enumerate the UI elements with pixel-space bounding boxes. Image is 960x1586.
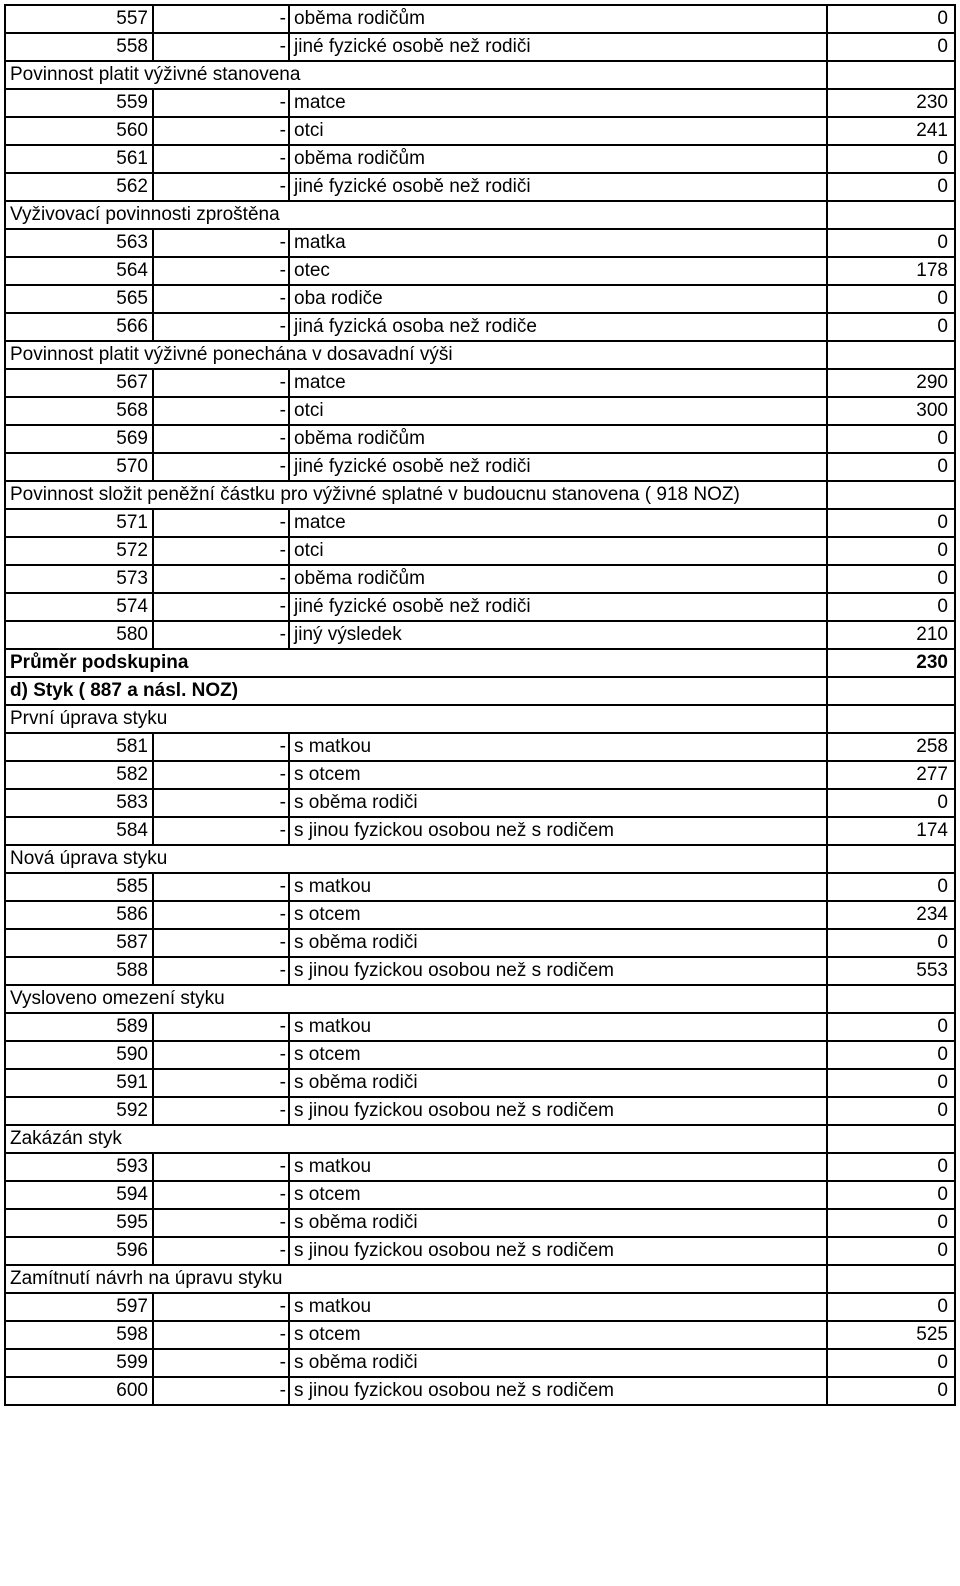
table-row (5, 537, 955, 565)
row-label: matce (289, 509, 827, 537)
row-value: 0 (827, 537, 955, 565)
row-dash: - (153, 1181, 289, 1209)
table-row (5, 509, 955, 537)
row-dash: - (153, 1041, 289, 1069)
row-dash: - (153, 1097, 289, 1125)
row-dash: - (153, 733, 289, 761)
table-row (5, 285, 955, 313)
row-dash: - (153, 565, 289, 593)
row-value: 0 (827, 1293, 955, 1321)
row-value: 0 (827, 929, 955, 957)
row-dash: - (153, 1237, 289, 1265)
row-label: s jinou fyzickou osobou než s rodičem (289, 1377, 827, 1405)
row-label: s matkou (289, 1013, 827, 1041)
row-value: 0 (827, 789, 955, 817)
row-label: otci (289, 397, 827, 425)
row-dash: - (153, 593, 289, 621)
table-body (5, 5, 955, 1405)
row-label: s matkou (289, 1293, 827, 1321)
row-dash: - (153, 817, 289, 845)
row-number: 595 (5, 1209, 153, 1237)
row-value: 0 (827, 1349, 955, 1377)
row-dash: - (153, 1209, 289, 1237)
row-value: 0 (827, 33, 955, 61)
section-header-row (5, 341, 955, 369)
row-label: oběma rodičům (289, 565, 827, 593)
row-number: 571 (5, 509, 153, 537)
table-row (5, 817, 955, 845)
row-label: oba rodiče (289, 285, 827, 313)
table-row (5, 1237, 955, 1265)
section-header-row (5, 1125, 955, 1153)
row-label: matce (289, 89, 827, 117)
row-number: 591 (5, 1069, 153, 1097)
table-row (5, 1069, 955, 1097)
row-dash: - (153, 537, 289, 565)
row-number: 598 (5, 1321, 153, 1349)
table-row (5, 593, 955, 621)
table-row (5, 33, 955, 61)
table-row (5, 621, 955, 649)
row-value: 0 (827, 873, 955, 901)
row-value: 230 (827, 89, 955, 117)
row-number: 585 (5, 873, 153, 901)
table-row (5, 369, 955, 397)
row-label: oběma rodičům (289, 5, 827, 33)
row-number: 582 (5, 761, 153, 789)
statistics-table (4, 4, 956, 1406)
table-row (5, 1181, 955, 1209)
row-label: s matkou (289, 733, 827, 761)
row-number: 560 (5, 117, 153, 145)
row-dash: - (153, 929, 289, 957)
row-value: 0 (827, 1041, 955, 1069)
row-number: 590 (5, 1041, 153, 1069)
row-value (827, 1265, 955, 1293)
row-value: 290 (827, 369, 955, 397)
table-row (5, 1041, 955, 1069)
table-row (5, 397, 955, 425)
section-title: Zakázán styk (5, 1125, 827, 1153)
row-number: 596 (5, 1237, 153, 1265)
row-value: 174 (827, 817, 955, 845)
row-label: s otcem (289, 1181, 827, 1209)
row-value: 0 (827, 565, 955, 593)
section-title: Povinnost platit výživné stanovena (5, 61, 827, 89)
row-value: 0 (827, 509, 955, 537)
row-dash: - (153, 873, 289, 901)
row-number: 587 (5, 929, 153, 957)
row-dash: - (153, 33, 289, 61)
row-dash: - (153, 1377, 289, 1405)
row-number: 594 (5, 1181, 153, 1209)
row-value: 0 (827, 1069, 955, 1097)
section-header-row (5, 201, 955, 229)
row-value (827, 985, 955, 1013)
row-value (827, 61, 955, 89)
table-row (5, 5, 955, 33)
row-label: s jinou fyzickou osobou než s rodičem (289, 817, 827, 845)
table-row (5, 1097, 955, 1125)
table-row (5, 1013, 955, 1041)
section-title: Vyživovací povinnosti zproštěna (5, 201, 827, 229)
row-dash: - (153, 621, 289, 649)
row-number: 600 (5, 1377, 153, 1405)
row-value: 230 (827, 649, 955, 677)
row-number: 574 (5, 593, 153, 621)
row-value: 210 (827, 621, 955, 649)
summary-label: Průměr podskupina (5, 649, 827, 677)
row-number: 589 (5, 1013, 153, 1041)
row-dash: - (153, 117, 289, 145)
section-header-row (5, 985, 955, 1013)
row-dash: - (153, 1293, 289, 1321)
row-number: 569 (5, 425, 153, 453)
row-dash: - (153, 1013, 289, 1041)
row-dash: - (153, 229, 289, 257)
section-header-row (5, 705, 955, 733)
row-number: 559 (5, 89, 153, 117)
row-label: jiný výsledek (289, 621, 827, 649)
row-number: 581 (5, 733, 153, 761)
row-value: 0 (827, 173, 955, 201)
row-value (827, 705, 955, 733)
row-value: 0 (827, 1237, 955, 1265)
row-label: jiné fyzické osobě než rodiči (289, 173, 827, 201)
section-header-row (5, 61, 955, 89)
row-value: 0 (827, 285, 955, 313)
row-dash: - (153, 285, 289, 313)
row-number: 557 (5, 5, 153, 33)
table-row (5, 257, 955, 285)
row-number: 580 (5, 621, 153, 649)
summary-row (5, 677, 955, 705)
row-value: 0 (827, 1153, 955, 1181)
table-row (5, 425, 955, 453)
row-label: s oběma rodiči (289, 929, 827, 957)
row-value: 0 (827, 425, 955, 453)
row-value: 241 (827, 117, 955, 145)
row-value: 0 (827, 1013, 955, 1041)
row-value (827, 677, 955, 705)
section-header-row (5, 481, 955, 509)
row-number: 584 (5, 817, 153, 845)
row-number: 573 (5, 565, 153, 593)
row-dash: - (153, 509, 289, 537)
row-value: 0 (827, 593, 955, 621)
row-label: oběma rodičům (289, 425, 827, 453)
row-dash: - (153, 5, 289, 33)
row-number: 597 (5, 1293, 153, 1321)
row-value: 0 (827, 453, 955, 481)
row-label: otci (289, 117, 827, 145)
row-number: 565 (5, 285, 153, 313)
row-label: s otcem (289, 1041, 827, 1069)
row-number: 583 (5, 789, 153, 817)
row-value: 0 (827, 5, 955, 33)
row-value: 0 (827, 1209, 955, 1237)
row-value: 258 (827, 733, 955, 761)
row-number: 599 (5, 1349, 153, 1377)
section-title: Zamítnutí návrh na úpravu styku (5, 1265, 827, 1293)
row-label: matka (289, 229, 827, 257)
row-value: 0 (827, 1181, 955, 1209)
row-value: 0 (827, 1377, 955, 1405)
row-number: 562 (5, 173, 153, 201)
table-row (5, 313, 955, 341)
row-dash: - (153, 453, 289, 481)
row-label: s oběma rodiči (289, 1209, 827, 1237)
row-label: jiné fyzické osobě než rodiči (289, 593, 827, 621)
row-value: 553 (827, 957, 955, 985)
row-value: 0 (827, 1097, 955, 1125)
row-label: s matkou (289, 873, 827, 901)
row-value: 234 (827, 901, 955, 929)
row-number: 593 (5, 1153, 153, 1181)
section-title: Povinnost složit peněžní částku pro výživné splatné v budoucnu stanovena ( 918 NOZ) (5, 481, 827, 509)
section-header-row (5, 1265, 955, 1293)
row-dash: - (153, 901, 289, 929)
row-number: 568 (5, 397, 153, 425)
section-header-row (5, 845, 955, 873)
table-row (5, 733, 955, 761)
row-dash: - (153, 145, 289, 173)
row-number: 570 (5, 453, 153, 481)
row-label: jiné fyzické osobě než rodiči (289, 33, 827, 61)
table-row (5, 1321, 955, 1349)
table-row (5, 901, 955, 929)
table-row (5, 873, 955, 901)
row-dash: - (153, 761, 289, 789)
section-title: Nová úprava styku (5, 845, 827, 873)
row-number: 566 (5, 313, 153, 341)
row-dash: - (153, 89, 289, 117)
row-value: 300 (827, 397, 955, 425)
row-dash: - (153, 1349, 289, 1377)
table-row (5, 929, 955, 957)
row-label: jiné fyzické osobě než rodiči (289, 453, 827, 481)
table-row (5, 789, 955, 817)
row-label: s jinou fyzickou osobou než s rodičem (289, 957, 827, 985)
row-value (827, 1125, 955, 1153)
row-dash: - (153, 397, 289, 425)
row-dash: - (153, 425, 289, 453)
table-row (5, 117, 955, 145)
row-value: 277 (827, 761, 955, 789)
row-label: s jinou fyzickou osobou než s rodičem (289, 1097, 827, 1125)
row-label: matce (289, 369, 827, 397)
row-value (827, 341, 955, 369)
row-label: oběma rodičům (289, 145, 827, 173)
row-number: 572 (5, 537, 153, 565)
row-value: 525 (827, 1321, 955, 1349)
row-label: s jinou fyzickou osobou než s rodičem (289, 1237, 827, 1265)
row-label: s otcem (289, 901, 827, 929)
table-row (5, 1377, 955, 1405)
table-row (5, 1293, 955, 1321)
row-value: 0 (827, 229, 955, 257)
row-dash: - (153, 369, 289, 397)
table-row (5, 1153, 955, 1181)
row-dash: - (153, 173, 289, 201)
row-dash: - (153, 313, 289, 341)
summary-label: d) Styk ( 887 a násl. NOZ) (5, 677, 827, 705)
row-label: s matkou (289, 1153, 827, 1181)
row-dash: - (153, 1153, 289, 1181)
table-row (5, 565, 955, 593)
row-value: 0 (827, 145, 955, 173)
table-row (5, 145, 955, 173)
table-row (5, 1349, 955, 1377)
section-title: Povinnost platit výživné ponechána v dosavadní výši (5, 341, 827, 369)
row-label: jiná fyzická osoba než rodiče (289, 313, 827, 341)
table-row (5, 1209, 955, 1237)
row-label: otci (289, 537, 827, 565)
row-number: 592 (5, 1097, 153, 1125)
summary-row (5, 649, 955, 677)
table-row (5, 173, 955, 201)
row-number: 558 (5, 33, 153, 61)
row-label: s oběma rodiči (289, 789, 827, 817)
row-value (827, 201, 955, 229)
row-dash: - (153, 257, 289, 285)
row-dash: - (153, 1069, 289, 1097)
section-title: Vysloveno omezení styku (5, 985, 827, 1013)
table-row (5, 761, 955, 789)
row-number: 561 (5, 145, 153, 173)
row-value: 0 (827, 313, 955, 341)
row-label: s otcem (289, 761, 827, 789)
row-label: s otcem (289, 1321, 827, 1349)
row-value (827, 845, 955, 873)
row-number: 563 (5, 229, 153, 257)
table-row (5, 453, 955, 481)
row-label: otec (289, 257, 827, 285)
row-number: 586 (5, 901, 153, 929)
row-number: 564 (5, 257, 153, 285)
row-value: 178 (827, 257, 955, 285)
row-number: 588 (5, 957, 153, 985)
row-label: s oběma rodiči (289, 1349, 827, 1377)
table-row (5, 89, 955, 117)
table-row (5, 957, 955, 985)
row-dash: - (153, 1321, 289, 1349)
section-title: První úprava styku (5, 705, 827, 733)
row-number: 567 (5, 369, 153, 397)
table-row (5, 229, 955, 257)
row-dash: - (153, 957, 289, 985)
row-value (827, 481, 955, 509)
row-dash: - (153, 789, 289, 817)
row-label: s oběma rodiči (289, 1069, 827, 1097)
